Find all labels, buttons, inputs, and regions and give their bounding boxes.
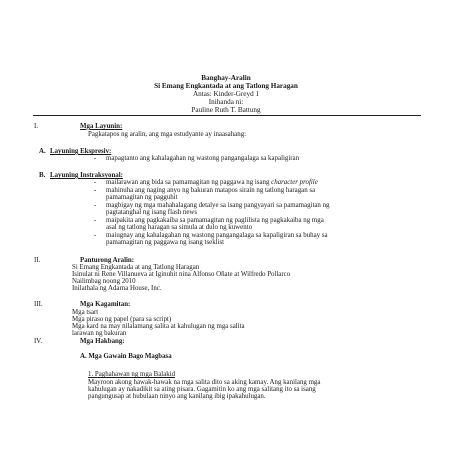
section-number-3: III. — [34, 301, 43, 308]
instraksyonal-item-1 — [106, 179, 318, 187]
ekspresiv-item: mapagtanto ang kahalagahan ng wastong pangangalaga sa kapaligiran — [106, 155, 300, 162]
instraksyonal-item-5-line-1: maiugnay ang kahalagahan ng wastong pangangalaga sa kapaligiran sa buhay sa — [106, 232, 328, 239]
author-name: Pauline Ruth T. Battung — [191, 106, 261, 114]
instraksyonal-item-3-line-1: magbigay ng mga mahahalagang detalye sa isang pangyayari sa pamamagitan ng — [106, 202, 330, 209]
balakid-paragraph-line-3: pangungusap at hubulaan ninyo ang kanilang ibig ipakahulugan. — [88, 393, 266, 400]
item-1-text: mailarawan ang bida sa pamamagitan ng paggawa ng isang — [106, 179, 270, 186]
sub-heading-instraksyonal: Layuning Instraksyonal: — [50, 172, 123, 179]
balakid-paragraph-line-1: Mayroon akong hawak-hawak na mga salita dito sa aking kamay. Ang kanilang mga — [88, 379, 321, 386]
instraksyonal-item-2-line-2: pamamagitan ng pagguhit — [106, 194, 178, 201]
bullet: - — [94, 217, 97, 224]
bullet: - — [94, 187, 97, 194]
kagamitan-item: Mga tsart — [72, 309, 99, 316]
section-number-4: IV. — [34, 338, 43, 345]
bullet: - — [94, 179, 97, 186]
sub-heading-bago-magbasa: A. Mga Gawain Bago Magbasa — [80, 353, 172, 360]
section-number-1: I. — [34, 123, 39, 130]
section-heading-kagamitan: Mga Kagamitan: — [80, 301, 131, 308]
section-number-2: II. — [34, 257, 41, 264]
header-divider — [33, 115, 421, 116]
document-subtitle: Si Emang Engkantada at ang Tatlong Haragan — [154, 82, 298, 90]
instraksyonal-item-2-line-1: mahinuha ang naging anyo ng bakuran matapos sirain ng tatlong haragan sa — [106, 187, 316, 194]
instraksyonal-item-4-line-1: maipakita ang pagkakaiba sa pamamagitan ng paglilista ng pagkakaiba ng mga — [106, 217, 324, 224]
section-heading-panturong: Panturong Aralin: — [80, 257, 135, 264]
section-heading-hakbang: Mga Hakbang: — [80, 338, 125, 345]
panturong-line: Si Emang Engkantada at ang Tatlong Haragan — [72, 264, 200, 271]
instraksyonal-item-4-line-2: asal ng tatlong haragan sa simula at dulo ng kuwento — [106, 224, 253, 231]
kagamitan-item: Mga kard na may nilalamang salita at kahulugan ng mga salita — [72, 323, 245, 330]
panturong-line: Isinulat ni Rene Villanueva at Iginuhit nina Alfonso Oñate at Wilfredo Pollarco — [72, 271, 291, 278]
bullet: - — [94, 202, 97, 209]
step-label-balakid: 1. Paghahawan ng mga Balakid — [88, 371, 176, 378]
bullet: - — [94, 155, 97, 162]
instraksyonal-item-3-line-2: pagtatanghal ng isang flash news — [106, 209, 198, 216]
layunin-intro: Pagkatapos ng aralin, ang mga estudyante ay inaasahang: — [88, 131, 247, 138]
sub-letter-a: A. — [39, 148, 46, 155]
instraksyonal-item-5-line-2: pamamagitan ng paggawa ng isang tseklist — [106, 239, 225, 246]
sub-heading-ekspresiv: Layuning Ekspresiv: — [50, 148, 112, 155]
document-title: Banghay-Aralin — [201, 74, 251, 82]
bullet: - — [94, 232, 97, 239]
sub-letter-b: B. — [39, 172, 46, 179]
panturong-line: Nailimbag noong 2010 — [72, 278, 136, 285]
item-1-italic: character profile — [271, 179, 318, 186]
kagamitan-item: larawan ng bakuran — [72, 330, 127, 337]
panturong-line: Inilathala ng Adarna House, Inc. — [72, 285, 162, 292]
section-heading-layunin: Mga Layunin: — [80, 123, 123, 130]
prepared-by-label: Inihanda ni: — [208, 98, 244, 106]
kagamitan-item: Mga piraso ng papel (para sa script) — [72, 316, 172, 323]
grade-level: Antas: Kinder-Greyd 1 — [192, 90, 260, 98]
balakid-paragraph-line-2: kahulugan ay nakadikit sa ating pisara. Gagamitin ko ang mga salitang ito sa isang — [88, 386, 316, 393]
